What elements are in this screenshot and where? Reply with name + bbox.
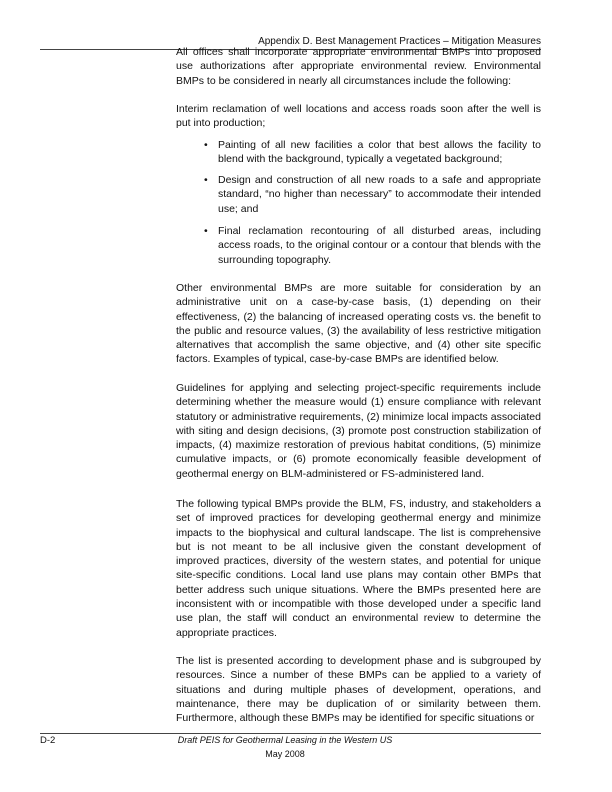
bullet-item xyxy=(204,138,541,167)
page-number: D-2 xyxy=(40,735,56,746)
paragraph-typical-bmps: The following typical BMPs provide the BLM, FS, industry, and stakeholders a set of improved practices for developing geothermal energy and minimize impacts to the biophysical and cultural landscape. The list is comprehensive but is not meant to be all inclusive given the constant development of improved practices, diversity of the western states, and potential for unique site-specific conditions. Local land use plans may contain other BMPs that better address such unique situations. Where the BMPs presented here are inconsistent with or incompatible with those developed under a specific land use plan, the staff will conduct an environmental review to determine the appropriate practices. xyxy=(176,498,541,639)
bullet-text: Final reclamation recontouring of all disturbed areas, including access roads, to the original contour or a contour that blends with the surrounding topography. xyxy=(218,225,541,266)
bullet-icon: • xyxy=(204,225,208,237)
footer-date: May 2008 xyxy=(265,749,305,759)
paragraph-interim-reclamation: Interim reclamation of well locations and access roads soon after the well is put into production; xyxy=(176,103,541,130)
bullet-text: Painting of all new facilities a color that best allows the facility to blend with the background, typically a vegetated background; xyxy=(218,139,541,166)
bullet-item xyxy=(204,224,541,267)
running-header: Appendix D. Best Management Practices – Mitigation Measures xyxy=(258,36,541,47)
bullet-icon: • xyxy=(204,174,208,186)
paragraph-intro: All offices shall incorporate appropriate environmental BMPs into proposed use authorizations after appropriate environmental review. Environmental BMPs to be considered in nearly all circumstances include the following: xyxy=(176,46,541,87)
bullet-text: Design and construction of all new roads to a safe and appropriate standard, “no higher than necessary” to accommodate their intended use; and xyxy=(218,174,541,215)
paragraph-guidelines: Guidelines for applying and selecting project-specific requirements include determining whether the measure would (1) ensure compliance with relevant statutory or administrative requirements, (2) minimize local impacts associated with siting and design decisions, (3) promote post construction stabilization of impacts, (4) maximize restoration of previous habitat conditions, (5) minimize cumulative impacts, or (6) promote economically feasible development of geothermal energy on BLM-administered or FS-administered land. xyxy=(176,382,541,480)
paragraph-case-by-case: Other environmental BMPs are more suitable for consideration by an administrative unit on a case-by-case basis, (1) depending on their effectiveness, (2) the balancing of increased operating costs vs. the benefit to the public and resource values, (3) the availability of less restrictive mitigation alternatives that accomplish the same objective, and (4) other site specific factors. Examples of typical, case-by-case BMPs are identified below. xyxy=(176,282,541,366)
paragraph-list-presentation: The list is presented according to development phase and is subgrouped by resources. Since a number of these BMPs can be applied to a variety of situations and during multiple phases of development, operations, and maintenance, there may be duplication of or similarity between them. Furthermore, although these BMPs may be identified for specific situations or xyxy=(176,655,541,725)
bullet-icon: • xyxy=(204,139,208,151)
bullet-item xyxy=(204,173,541,216)
footer-rule xyxy=(40,733,541,734)
footer-title: Draft PEIS for Geothermal Leasing in the Western US xyxy=(177,735,393,745)
